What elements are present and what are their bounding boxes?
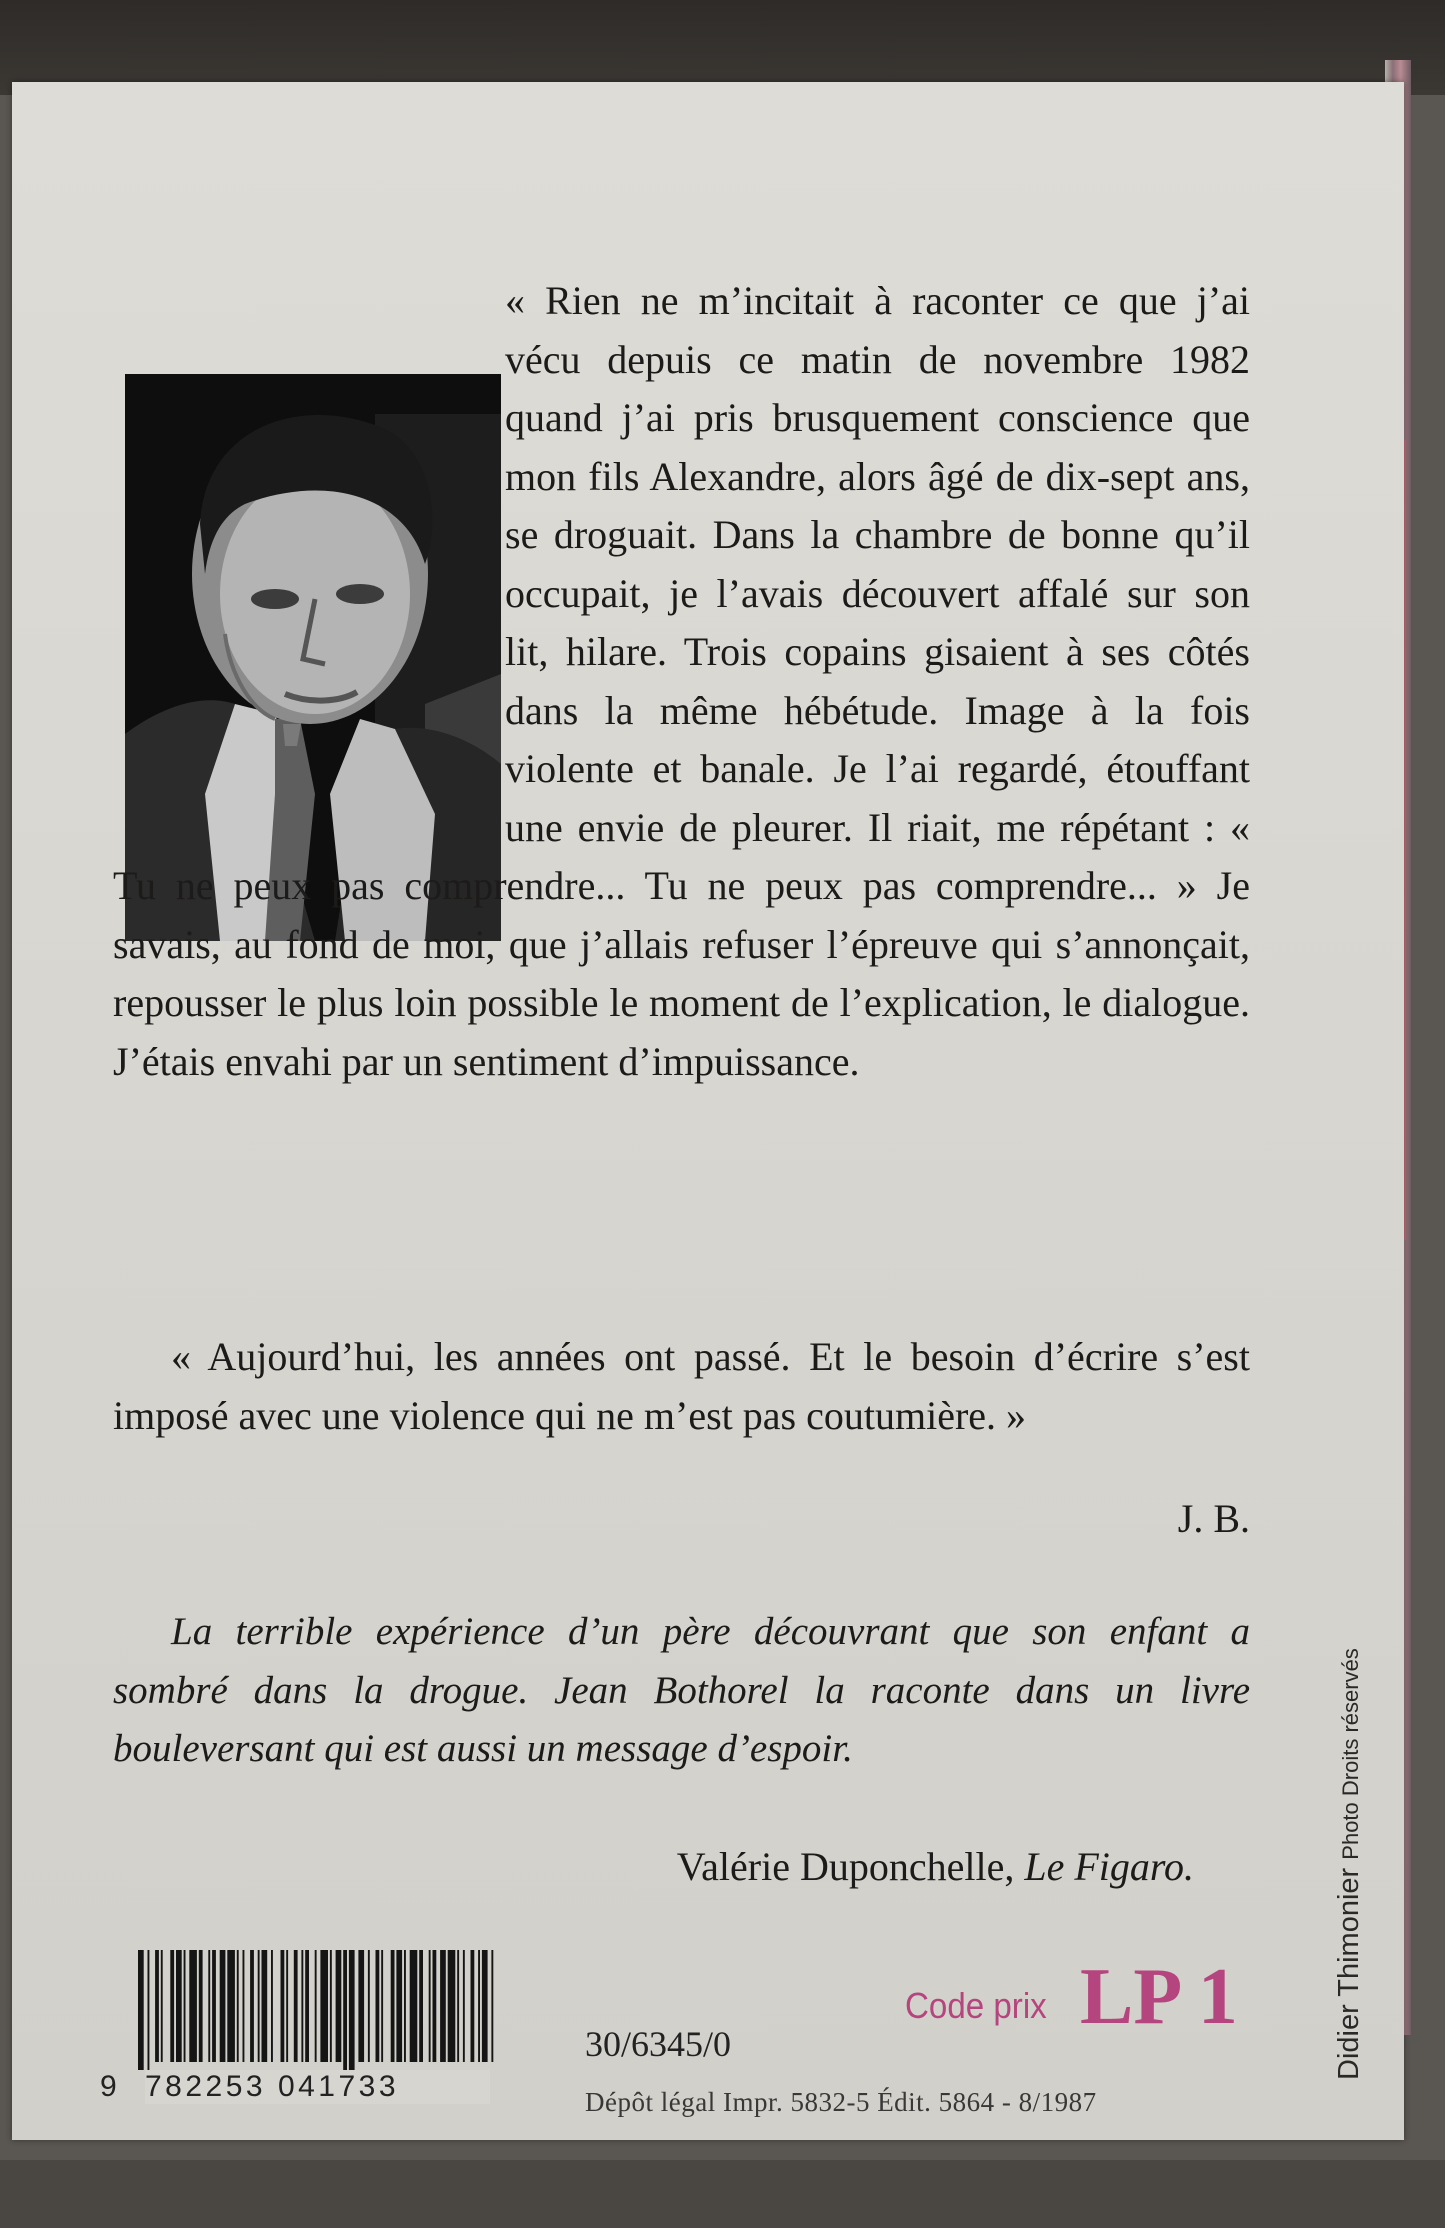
barcode-bar: [170, 1950, 174, 2062]
author-initials: J. B.: [1177, 1496, 1250, 1541]
barcode-bar: [148, 1950, 150, 2070]
barcode-bar: [262, 1950, 268, 2062]
barcode-bar: [349, 1950, 355, 2070]
barcode-bar: [343, 1950, 347, 2070]
barcode-bar: [281, 1950, 285, 2062]
legal-deposit-line: Dépôt légal Impr. 5832-5 Édit. 5864 - 8/1987: [585, 2087, 1097, 2117]
barcode-bar: [396, 1950, 402, 2062]
barcode-bar: [189, 1950, 197, 2062]
barcode-bar: [286, 1950, 288, 2062]
barcode-bar: [301, 1950, 303, 2062]
barcode-bar: [212, 1950, 216, 2062]
photo-credit: [1333, 1648, 1366, 2080]
barcode-bar: [320, 1950, 328, 2062]
barcode-bars: [138, 1950, 495, 2070]
review-author: Valérie Duponchelle,: [676, 1844, 1015, 1889]
barcode-bar: [237, 1950, 239, 2062]
review-credit: [470, 1838, 1194, 1897]
barcode-bar: [155, 1950, 159, 2062]
barcode-bar: [330, 1950, 332, 2062]
review-quote: La terrible expérience d’un père découvrant que son enfant a sombré dans la drogue. Jean Bothorel la raconte dans un livre bouleversant qui est aussi un message d’espoir.: [113, 1610, 1250, 1770]
barcode-bar: [368, 1950, 370, 2062]
barcode-digits: 782253 041733: [145, 2070, 490, 2104]
barcode-bar: [471, 1950, 475, 2062]
review-publication: Le Figaro.: [1024, 1844, 1194, 1889]
price-code-label: Code prix: [905, 1985, 1047, 2026]
barcode-bar: [176, 1950, 182, 2062]
barcode-bar: [161, 1950, 163, 2062]
portrait-text-wrap-spacer: [113, 272, 505, 857]
barcode-bar: [271, 1950, 273, 2062]
barcode-bar: [358, 1950, 364, 2062]
barcode-bar: [336, 1950, 342, 2062]
catalog-reference: 30/6345/0: [585, 2024, 732, 2064]
background-bottom: [0, 2160, 1445, 2228]
barcode-bar: [243, 1950, 245, 2062]
barcode-bar: [138, 1950, 144, 2070]
excerpt-paragraph-2: « Aujourd’hui, les années ont passé. Et le besoin d’écrire s’est imposé avec une violence qui ne m’est pas coutumière. »: [113, 1334, 1250, 1438]
barcode-bar: [440, 1950, 446, 2062]
barcode-bar: [410, 1950, 418, 2062]
barcode-bar: [294, 1950, 298, 2062]
barcode-bar: [482, 1950, 488, 2062]
photo-credit-rights: Photo Droits réservés: [1338, 1648, 1363, 1860]
barcode-bar: [404, 1950, 406, 2062]
barcode-bar: [448, 1950, 456, 2062]
barcode-bar: [305, 1950, 309, 2062]
barcode-bar: [457, 1950, 459, 2062]
barcode-bar: [199, 1950, 203, 2062]
barcode-bar: [491, 1950, 493, 2062]
excerpt-paragraph-1: [113, 272, 1250, 1091]
barcode-bar: [429, 1950, 431, 2062]
barcode-bar: [258, 1950, 260, 2062]
barcode-bar: [376, 1950, 380, 2062]
barcode-bar: [391, 1950, 395, 2062]
background-top: [0, 0, 1445, 95]
barcode-bar: [250, 1950, 254, 2062]
barcode-bar: [208, 1950, 210, 2062]
barcode-bar: [315, 1950, 317, 2062]
barcode-bar: [419, 1950, 423, 2062]
barcode-bar: [478, 1950, 480, 2062]
barcode-bar: [381, 1950, 383, 2062]
price-code-value: LP 1: [1080, 1953, 1238, 2041]
barcode-lead-digit: 9: [100, 2070, 117, 2103]
barcode-bar: [433, 1950, 437, 2062]
barcode-bar: [463, 1950, 465, 2062]
barcode-bar: [184, 1950, 186, 2062]
photo-credit-name: Didier Thimonier: [1333, 1867, 1365, 2080]
excerpt-paragraph-1-text: « Rien ne m’incitait à raconter ce que j’ai vécu depuis ce matin de novembre 1982 quand j’ai pris brusquement conscience que mon fils Alexandre, alors âgé de dix-sept ans, se droguait. Dans la chambre de bonne qu’il occupait, je l’avais découvert affalé sur son lit, hilare. Trois copains gisaient à ses côtés dans la même hébétude. Image à la fois violente et banale. Je l’ai regardé, étouffant une envie de pleurer. Il riait, me répétant : « Tu ne peux pas comprendre... Tu ne peux pas comprendre... » Je savais, au fond de moi, que j’allais refuser l’épreuve qui s’annonçait, repousser le plus loin possible le moment de l’explication, le dialogue. J’étais envahi par un sentiment d’impuissance.: [113, 278, 1250, 1084]
barcode-bar: [227, 1950, 235, 2062]
barcode-bar: [220, 1950, 226, 2062]
